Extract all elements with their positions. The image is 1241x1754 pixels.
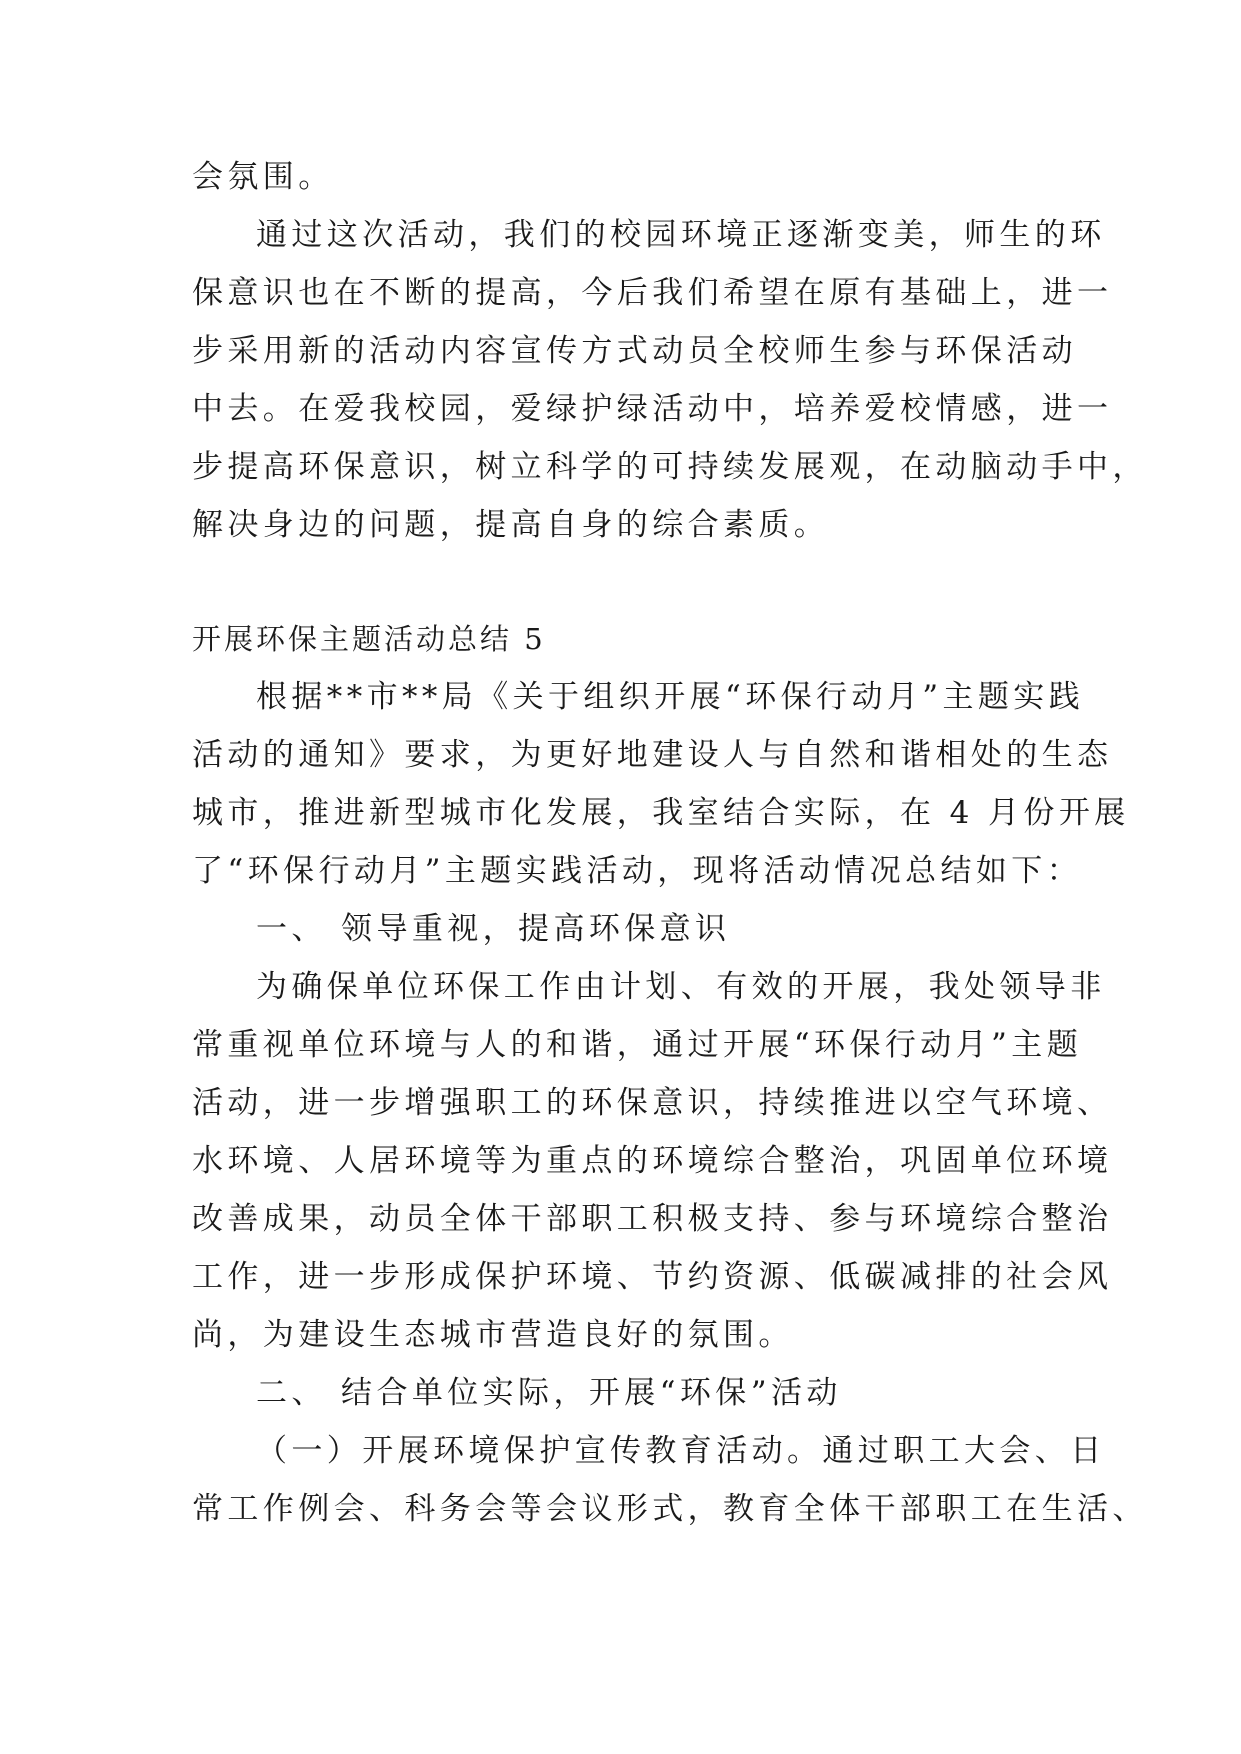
document-page: [192, 148, 1148, 1538]
paragraph-gap: [192, 554, 1052, 610]
text-line: 步提高环保意识，树立科学的可持续发展观，在动脑动手中，: [192, 449, 1148, 485]
text-line: （一）开展环境保护宣传教育活动。通过职工大会、日: [256, 1433, 1106, 1469]
text-line: 了“环保行动月”主题实践活动，现将活动情况总结如下：: [192, 853, 1083, 889]
text-line: 水环境、人居环境等为重点的环境综合整治，巩固单位环境: [192, 1143, 1113, 1179]
text-line: 活动的通知》要求，为更好地建设人与自然和谐相处的生态: [192, 737, 1113, 773]
text-line: 根据**市**局《关于组织开展“环保行动月”主题实践: [256, 679, 1085, 715]
text-line: 通过这次活动，我们的校园环境正逐渐变美，师生的环: [256, 217, 1106, 253]
text-line: 尚，为建设生态城市营造良好的氛围。: [192, 1317, 794, 1353]
text-line: 步采用新的活动内容宣传方式动员全校师生参与环保活动: [192, 333, 1077, 369]
text-line: 常重视单位环境与人的和谐，通过开展“环保行动月”主题: [192, 1027, 1083, 1063]
text-line: 解决身边的问题，提高自身的综合素质。: [192, 507, 830, 543]
text-line: 会氛围。: [192, 159, 334, 195]
text-line: 常工作例会、科务会等会议形式，教育全体干部职工在生活、: [192, 1491, 1148, 1527]
text-line: 中去。在爱我校园，爱绿护绿活动中，培养爱校情感，进一: [192, 391, 1113, 427]
text-line: 保意识也在不断的提高，今后我们希望在原有基础上，进一: [192, 275, 1113, 311]
text-line: 为确保单位环保工作由计划、有效的开展，我处领导非: [256, 969, 1106, 1005]
text-line: 工作，进一步形成保护环境、节约资源、低碳减排的社会风: [192, 1259, 1113, 1295]
text-line: 改善成果，动员全体干部职工积极支持、参与环境综合整治: [192, 1201, 1113, 1237]
section-heading: 开展环保主题活动总结 5: [192, 622, 546, 656]
subheading-1: 一、 领导重视，提高环保意识: [256, 911, 731, 947]
text-line: 城市，推进新型城市化发展，我室结合实际，在 4 月份开展: [192, 795, 1130, 831]
text-line: 活动，进一步增强职工的环保意识，持续推进以空气环境、: [192, 1085, 1113, 1121]
subheading-2: 二、 结合单位实际，开展“环保”活动: [256, 1375, 842, 1411]
